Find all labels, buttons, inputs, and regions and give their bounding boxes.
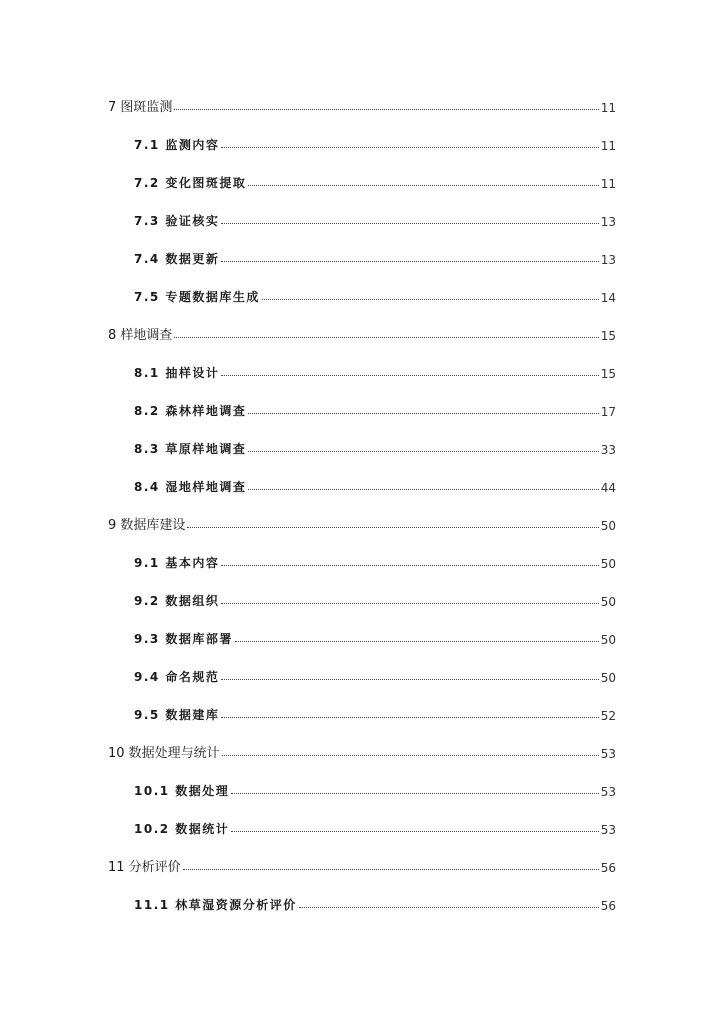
toc-entry-section-7-2[interactable] bbox=[134, 169, 616, 191]
toc-entry-section-9-3[interactable] bbox=[134, 625, 616, 647]
toc-leader-dots bbox=[221, 602, 598, 604]
toc-entry-title: 11.1 林草湿资源分析评价 bbox=[134, 898, 297, 912]
toc-leader-dots bbox=[248, 412, 598, 414]
toc-entry-chapter-11[interactable] bbox=[108, 853, 616, 875]
toc-leader-dots bbox=[174, 336, 598, 338]
toc-leader-dots bbox=[221, 678, 598, 680]
toc-leader-dots bbox=[187, 526, 598, 528]
toc-entry-section-9-5[interactable] bbox=[134, 701, 616, 723]
toc-entry-page: 15 bbox=[600, 329, 616, 343]
toc-entry-section-9-2[interactable] bbox=[134, 587, 616, 609]
toc-leader-dots bbox=[235, 640, 599, 642]
toc-entry-title: 8.4 湿地样地调查 bbox=[134, 480, 247, 494]
toc-leader-dots bbox=[221, 374, 598, 376]
toc-entry-section-7-3[interactable] bbox=[134, 207, 616, 229]
toc-entry-page: 50 bbox=[600, 519, 616, 533]
toc-entry-title: 10.1 数据处理 bbox=[134, 784, 230, 798]
toc-entry-page: 56 bbox=[600, 899, 616, 913]
toc-entry-section-9-4[interactable] bbox=[134, 663, 616, 685]
toc-entry-page: 53 bbox=[600, 785, 616, 799]
toc-entry-title: 9.4 命名规范 bbox=[134, 670, 220, 684]
toc-entry-page: 56 bbox=[600, 861, 616, 875]
toc-entry-title: 9 数据库建设 bbox=[108, 518, 186, 533]
toc-entry-page: 11 bbox=[600, 177, 616, 191]
toc-entry-page: 50 bbox=[600, 595, 616, 609]
toc-entry-section-10-2[interactable] bbox=[134, 815, 616, 837]
toc-entry-title: 7.1 监测内容 bbox=[134, 138, 220, 152]
toc-leader-dots bbox=[299, 906, 599, 908]
toc-entry-title: 7.3 验证核实 bbox=[134, 214, 220, 228]
toc-entry-page: 13 bbox=[600, 253, 616, 267]
toc-entry-page: 53 bbox=[600, 747, 616, 761]
toc-entry-page: 50 bbox=[600, 557, 616, 571]
toc-entry-page: 11 bbox=[600, 139, 616, 153]
toc-entry-title: 9.1 基本内容 bbox=[134, 556, 220, 570]
toc-entry-section-7-4[interactable] bbox=[134, 245, 616, 267]
toc-entry-title: 9.5 数据建库 bbox=[134, 708, 220, 722]
toc-leader-dots bbox=[231, 792, 598, 794]
toc-entry-title: 8.2 森林样地调查 bbox=[134, 404, 247, 418]
toc-leader-dots bbox=[231, 830, 598, 832]
toc-entry-title: 9.3 数据库部署 bbox=[134, 632, 233, 646]
toc-entry-section-10-1[interactable] bbox=[134, 777, 616, 799]
toc-leader-dots bbox=[248, 184, 598, 186]
toc-entry-page: 52 bbox=[600, 709, 616, 723]
toc-entry-title: 11 分析评价 bbox=[108, 860, 181, 875]
toc-entry-section-8-1[interactable] bbox=[134, 359, 616, 381]
toc-leader-dots bbox=[221, 146, 598, 148]
toc-leader-dots bbox=[221, 222, 598, 224]
toc-entry-page: 17 bbox=[600, 405, 616, 419]
toc-leader-dots bbox=[262, 298, 599, 300]
toc-entry-page: 14 bbox=[600, 291, 616, 305]
toc-entry-title: 10.2 数据统计 bbox=[134, 822, 230, 836]
toc-leader-dots bbox=[248, 450, 598, 452]
toc-leader-dots bbox=[248, 488, 598, 490]
toc-entry-page: 44 bbox=[600, 481, 616, 495]
toc-entry-title: 7.2 变化图斑提取 bbox=[134, 176, 247, 190]
toc-entry-section-11-1[interactable] bbox=[134, 891, 616, 913]
toc-entry-chapter-10[interactable] bbox=[108, 739, 616, 761]
toc-leader-dots bbox=[221, 260, 598, 262]
toc-entry-chapter-8[interactable] bbox=[108, 321, 616, 343]
toc-entry-section-7-5[interactable] bbox=[134, 283, 616, 305]
toc-entry-title: 7 图斑监测 bbox=[108, 100, 173, 115]
toc-entry-section-8-3[interactable] bbox=[134, 435, 616, 457]
toc-entry-page: 13 bbox=[600, 215, 616, 229]
toc-leader-dots bbox=[174, 108, 598, 110]
toc-entry-section-8-4[interactable] bbox=[134, 473, 616, 495]
toc-entry-title: 10 数据处理与统计 bbox=[108, 746, 220, 761]
toc-entry-chapter-9[interactable] bbox=[108, 511, 616, 533]
toc-entry-section-7-1[interactable] bbox=[134, 131, 616, 153]
toc-entry-page: 15 bbox=[600, 367, 616, 381]
toc-leader-dots bbox=[221, 564, 598, 566]
toc-entry-page: 11 bbox=[600, 101, 616, 115]
toc-entry-title: 8 样地调查 bbox=[108, 328, 173, 343]
toc-entry-page: 50 bbox=[600, 633, 616, 647]
toc-leader-dots bbox=[221, 716, 598, 718]
toc-entry-title: 7.4 数据更新 bbox=[134, 252, 220, 266]
toc-entry-title: 8.3 草原样地调查 bbox=[134, 442, 247, 456]
toc-leader-dots bbox=[222, 754, 599, 756]
toc-entry-page: 53 bbox=[600, 823, 616, 837]
toc-entry-page: 33 bbox=[600, 443, 616, 457]
toc-entry-title: 8.1 抽样设计 bbox=[134, 366, 220, 380]
toc-entry-page: 50 bbox=[600, 671, 616, 685]
toc-entry-section-9-1[interactable] bbox=[134, 549, 616, 571]
toc-entry-section-8-2[interactable] bbox=[134, 397, 616, 419]
toc-entry-chapter-7[interactable] bbox=[108, 93, 616, 115]
toc-leader-dots bbox=[183, 868, 599, 870]
toc-entry-title: 9.2 数据组织 bbox=[134, 594, 220, 608]
toc-entry-title: 7.5 专题数据库生成 bbox=[134, 290, 260, 304]
